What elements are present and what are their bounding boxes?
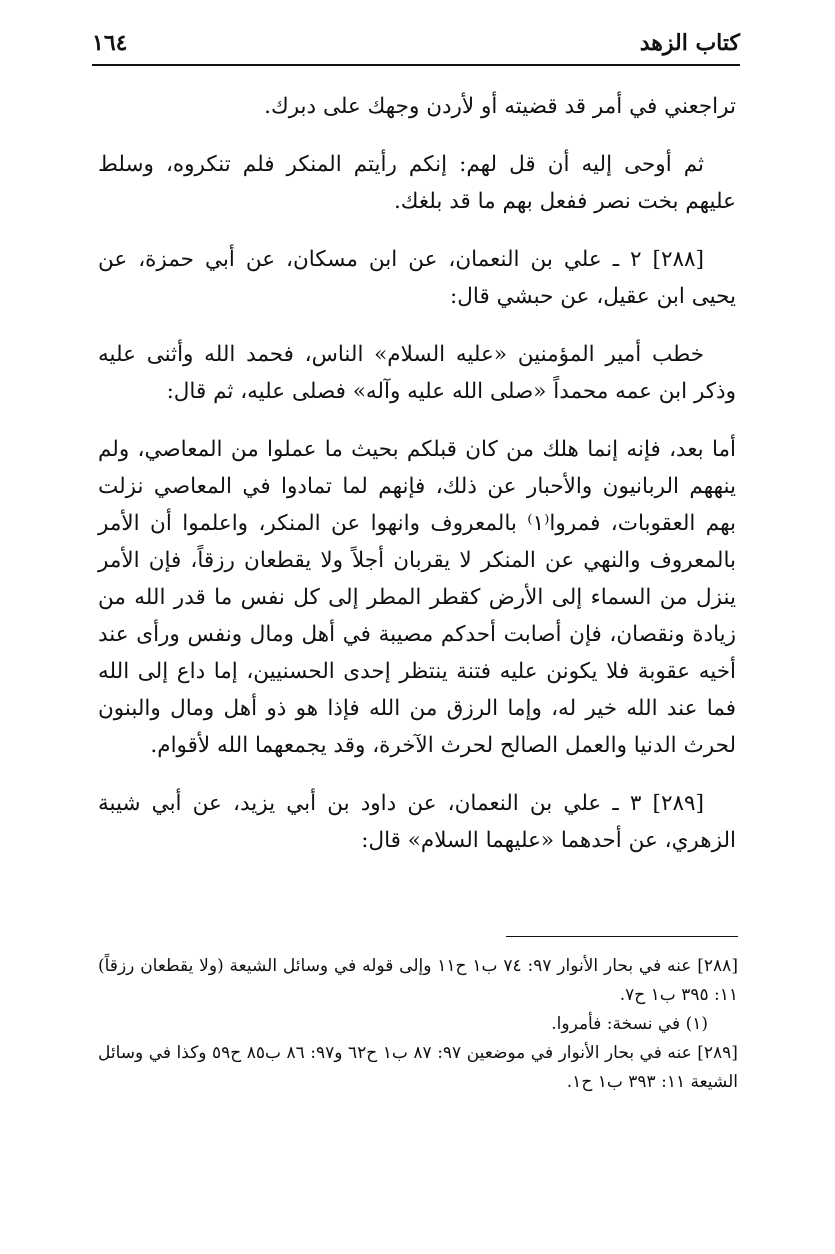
- main-text: [98, 88, 736, 880]
- paragraph-1: تراجعني في أمر قد قضيته أو لأردن وجهك على دبرك.: [264, 94, 736, 119]
- footnote-288: [٢٨٨] عنه في بحار الأنوار ٩٧: ٧٤ ب١ ح١١ وإلى قوله في وسائل الشيعة (ولا يقطعان رزقاً) ١١: ٣٩٥ ب١ ح٧.: [98, 956, 738, 1005]
- running-header: [92, 28, 740, 62]
- hadith-289-chain: [٢٨٩] ٣ ـ علي بن النعمان، عن داود بن أبي يزيد، عن أبي شيبة الزهري، عن أحدهما «عليهما السلام» قال:: [98, 791, 736, 853]
- footnote-rule: [506, 936, 738, 937]
- hadith-288-chain: [٢٨٨] ٢ ـ علي بن النعمان، عن ابن مسكان، عن أبي حمزة، عن يحيى ابن عقيل، عن حبشي قال:: [98, 247, 736, 309]
- paragraph-sermon: أما بعد، فإنه إنما هلك من كان قبلكم بحيث ما عملوا من المعاصي، ولم ينههم الربانيون والأحبار عن ذلك، فإنهم لما تمادوا في المعاصي نزلت بهم العقوبات، فمروا⁽١⁾ بالمعروف وانهوا عن المنكر، واعلموا أن الأمر بالمعروف والنهي عن المنكر لا يقربان أجلاً ولا يقطعان رزقاً، فإن الأمر ينزل من السماء إلى الأرض كقطر المطر إلى كل نفس ما قدر الله من زيادة ونقصان، فإن أصابت أحدكم مصيبة في أهل ومال ونفس ورأى عند أخيه عقوبة فلا يكونن عليه فتنة ينتظر إحدى الحسنيين، إما داع إلى الله فما عند الله خير له، وإما الرزق من الله فإذا هو ذو أهل ومال والبنون لحرث الدنيا والعمل الصالح لحرث الآخرة، وقد يجمعهما الله لأقوام.: [98, 437, 737, 758]
- page-number: ١٦٤: [92, 30, 128, 56]
- header-rule: [92, 64, 740, 66]
- footnotes: [98, 952, 738, 1097]
- footnote-289: [٢٨٩] عنه في بحار الأنوار في موضعين ٩٧: ٨٧ ب١ ح٦٢ و٩٧: ٨٦ ب٨٥ ح٥٩ وكذا في وسائل الشيعة ١١: ٣٩٣ ب١ ح١.: [98, 1043, 738, 1092]
- paragraph-sermon-intro: خطب أمير المؤمنين «عليه السلام» الناس، فحمد الله وأثنى عليه وذكر ابن عمه محمداً «صلى الله عليه وآله» فصلى عليه، ثم قال:: [98, 342, 736, 404]
- paragraph-2: ثم أوحى إليه أن قل لهم: إنكم رأيتم المنكر فلم تنكروه، وسلط عليهم بخت نصر ففعل بهم ما قد بلغك.: [98, 152, 736, 214]
- running-title: كتاب الزهد: [639, 30, 740, 56]
- footnote-1: (١) في نسخة: فأمروا.: [551, 1014, 708, 1034]
